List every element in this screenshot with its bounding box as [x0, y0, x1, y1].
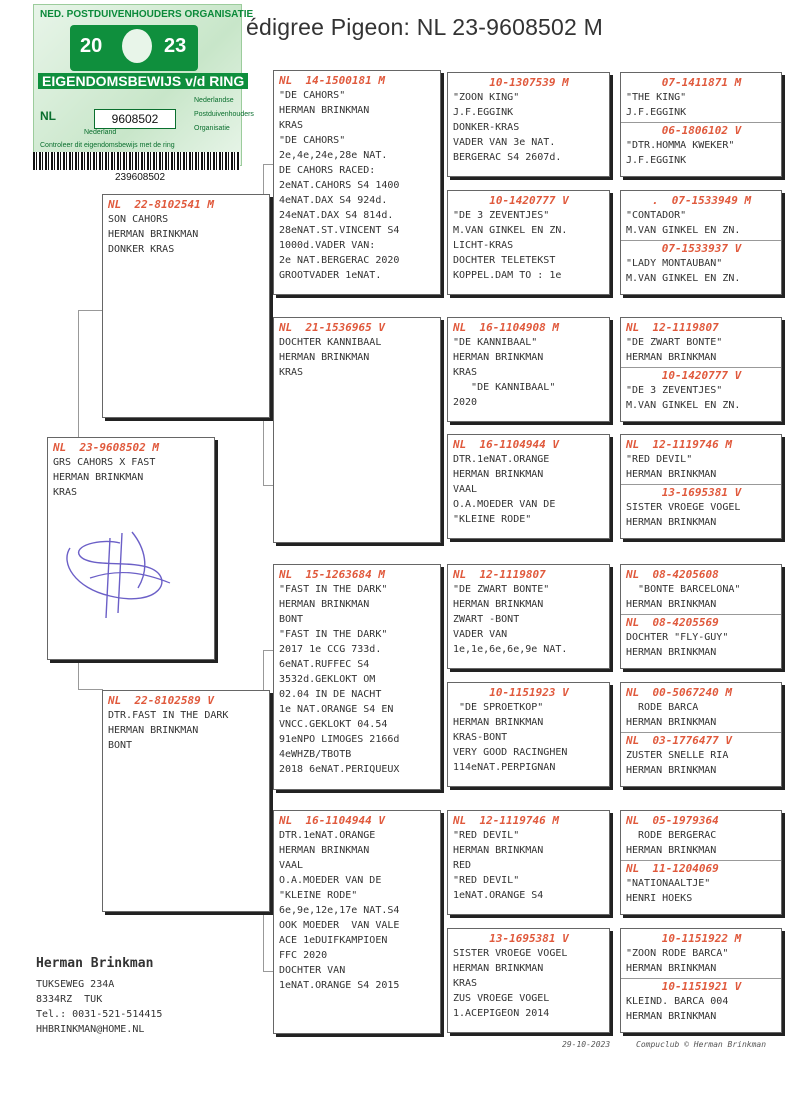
info-line: DONKER-KRAS: [453, 122, 520, 133]
info-line: 2e,4e,24e,28e NAT.: [279, 150, 388, 161]
info-line: VADER VAN: [453, 629, 508, 640]
info-line: J.F.EGGINK: [626, 107, 687, 118]
ring-number: NL 23-9608502 M: [53, 441, 159, 454]
info-line: VNCC.GEKLOKT 04.54: [279, 719, 388, 730]
info-line: VERY GOOD RACINGHEN: [453, 747, 568, 758]
info-line: ZWART -BONT: [453, 614, 520, 625]
info-line: KOPPEL.DAM TO : 1e: [453, 270, 562, 281]
pigeon-card-gen3: [447, 810, 610, 915]
info-line: VADER VAN 3e NAT.: [453, 137, 556, 148]
info-line: VAAL: [453, 484, 478, 495]
pigeon-card-gen4: [620, 72, 782, 177]
certificate-country: NL: [40, 109, 56, 123]
info-line: 2018 6eNAT.PERIQUEUX: [279, 764, 400, 775]
ring-number: NL 03-1776477 V: [626, 734, 732, 747]
card-divider: [621, 614, 781, 615]
ring-number: NL 05-1979364: [626, 814, 719, 827]
ring-number: 07-1411871 M: [661, 76, 742, 89]
info-line: 1e NAT.ORANGE S4 EN: [279, 704, 394, 715]
certificate-side-1: Nederlandse: [194, 97, 234, 104]
ring-number: 10-1151922 M: [661, 932, 742, 945]
info-line: OOK MOEDER VAN VALE: [279, 920, 400, 931]
info-line: HERMAN BRINKMAN: [626, 765, 717, 776]
ring-number: NL 14-1500181 M: [279, 74, 385, 87]
card-divider: [621, 367, 781, 368]
info-line: HERMAN BRINKMAN: [453, 717, 544, 728]
info-line: HERMAN BRINKMAN: [626, 599, 717, 610]
info-line: 1.ACEPIGEON 2014: [453, 1008, 550, 1019]
info-line: "DE CAHORS": [279, 90, 346, 101]
info-line: VAAL: [279, 860, 304, 871]
info-line: HERMAN BRINKMAN: [279, 105, 370, 116]
info-line: KRAS: [453, 978, 478, 989]
info-line: J.F.EGGINK: [453, 107, 514, 118]
info-line: RODE BARCA: [626, 702, 699, 713]
certificate-nederland: Nederland: [84, 129, 117, 136]
info-line: DOCHTER KANNIBAAL: [279, 337, 382, 348]
info-line: 2e NAT.BERGERAC 2020: [279, 255, 400, 266]
info-line: 91eNPO LIMOGES 2166d: [279, 734, 400, 745]
pigeon-card-gen4: [620, 810, 782, 915]
info-line: M.VAN GINKEL EN ZN.: [453, 225, 568, 236]
info-line: KRAS: [453, 367, 478, 378]
crest-icon: [122, 29, 152, 63]
info-line: DE CAHORS RACED:: [279, 165, 376, 176]
info-line: ZUS VROEGE VOGEL: [453, 993, 550, 1004]
info-line: HERMAN BRINKMAN: [626, 517, 717, 528]
card-divider: [621, 240, 781, 241]
ring-number: NL 11-1204069: [626, 862, 719, 875]
info-line: ACE 1eDUIFKAMPIOEN: [279, 935, 388, 946]
ring-number: NL 08-4205608: [626, 568, 719, 581]
ring-number: 13-1695381 V: [661, 486, 742, 499]
info-line: 4eWHZB/TBOTB: [279, 749, 352, 760]
info-line: 24eNAT.DAX S4 814d.: [279, 210, 394, 221]
info-line: DOCHTER VAN: [279, 965, 346, 976]
ring-number: 10-1420777 V: [489, 194, 569, 207]
ring-number: 07-1533937 V: [661, 242, 742, 255]
info-line: 1eNAT.ORANGE S4 2015: [279, 980, 400, 991]
info-line: HERMAN BRINKMAN: [626, 647, 717, 658]
info-line: O.A.MOEDER VAN DE: [453, 499, 556, 510]
pedigree-title: édigree Pigeon: NL 23-9608502 M: [246, 14, 603, 40]
info-line: DONKER KRAS: [108, 244, 175, 255]
certificate-year-left: 20: [80, 35, 103, 57]
info-line: HERMAN BRINKMAN: [626, 717, 717, 728]
ring-number: NL 16-1104944 V: [453, 438, 559, 451]
info-line: "CONTADOR": [626, 210, 687, 221]
ring-number: NL 12-1119807: [453, 568, 546, 581]
info-line: 1eNAT.ORANGE S4: [453, 890, 544, 901]
info-line: KRAS: [279, 367, 304, 378]
info-line: HERMAN BRINKMAN: [626, 352, 717, 363]
info-line: HERMAN BRINKMAN: [279, 845, 370, 856]
ring-number: NL 22-8102589 V: [108, 694, 214, 707]
signature: [50, 508, 200, 628]
info-line: HENRI HOEKS: [626, 893, 693, 904]
info-line: "ZOON RODE BARCA": [626, 948, 729, 959]
info-line: KRAS: [279, 120, 304, 131]
owner-name: Herman Brinkman: [36, 956, 154, 971]
certificate-card: [33, 4, 254, 166]
info-line: GROOTVADER 1eNAT.: [279, 270, 382, 281]
owner-block: [36, 956, 162, 1037]
ring-number: 10-1151923 V: [489, 686, 569, 699]
ring-number: NL 16-1104908 M: [453, 321, 559, 334]
info-line: SON CAHORS: [108, 214, 169, 225]
info-line: "DTR.HOMMA KWEKER": [626, 140, 735, 151]
info-line: "KLEINE RODE": [453, 514, 532, 525]
ring-number: NL 12-1119807: [626, 321, 719, 334]
info-line: "DE ZWART BONTE": [626, 337, 723, 348]
pigeon-card-gen3: [447, 682, 610, 787]
certificate-org: NED. POSTDUIVENHOUDERS ORGANISATIE: [40, 9, 254, 20]
pigeon-card-subject: [47, 437, 215, 660]
ring-number: 10-1151921 V: [661, 980, 742, 993]
info-line: BONT: [108, 740, 133, 751]
pigeon-card-mother: [102, 690, 270, 912]
info-line: M.VAN GINKEL EN ZN.: [626, 400, 741, 411]
info-line: "RED DEVIL": [453, 875, 520, 886]
card-divider: [621, 732, 781, 733]
info-line: HERMAN BRINKMAN: [108, 725, 199, 736]
info-line: HERMAN BRINKMAN: [626, 963, 717, 974]
card-divider: [621, 484, 781, 485]
pigeon-card-gen3: [447, 564, 610, 669]
info-line: SISTER VROEGE VOGEL: [453, 948, 568, 959]
pigeon-card-gen4: [620, 434, 782, 539]
info-line: M.VAN GINKEL EN ZN.: [626, 273, 741, 284]
info-line: RODE BERGERAC: [626, 830, 717, 841]
info-line: DTR.1eNAT.ORANGE: [279, 830, 376, 841]
info-line: HERMAN BRINKMAN: [279, 352, 370, 363]
pigeon-card-mf: [273, 564, 441, 790]
info-line: SISTER VROEGE VOGEL: [626, 502, 741, 513]
info-line: KRAS-BONT: [453, 732, 508, 743]
info-line: FFC 2020: [279, 950, 328, 961]
info-line: KRAS: [53, 487, 78, 498]
footer-date: 29-10-2023: [562, 1040, 611, 1049]
ring-number: NL 08-4205569: [626, 616, 719, 629]
info-line: BERGERAC S4 2607d.: [453, 152, 562, 163]
info-line: HERMAN BRINKMAN: [453, 963, 544, 974]
card-divider: [621, 860, 781, 861]
info-line: 6e,9e,12e,17e NAT.S4: [279, 905, 400, 916]
info-line: "DE ZWART BONTE": [453, 584, 550, 595]
certificate-side-3: Organisatie: [194, 125, 230, 132]
ring-number: NL 16-1104944 V: [279, 814, 385, 827]
info-line: 3532d.GEKLOKT OM: [279, 674, 376, 685]
info-line: HERMAN BRINKMAN: [453, 599, 544, 610]
pigeon-card-gen3: [447, 928, 610, 1033]
owner-address: TUKSEWEG 234A: [36, 979, 115, 990]
info-line: 4eNAT.DAX S4 924d.: [279, 195, 388, 206]
info-line: "LADY MONTAUBAN": [626, 258, 723, 269]
info-line: 1000d.VADER VAN:: [279, 240, 376, 251]
info-line: "RED DEVIL": [453, 830, 520, 841]
info-line: DOCHTER TELETEKST: [453, 255, 556, 266]
pigeon-card-gen3: [447, 72, 610, 177]
certificate-number: 9608502: [94, 109, 176, 129]
ring-number: NL 21-1536965 V: [279, 321, 385, 334]
info-line: HERMAN BRINKMAN: [626, 469, 717, 480]
info-line: "DE SPROETKOP": [453, 702, 544, 713]
pigeon-card-gen3: [447, 317, 610, 422]
pigeon-card-fm: [273, 317, 441, 543]
pigeon-card-gen4: [620, 317, 782, 422]
ring-number: NL 22-8102541 M: [108, 198, 214, 211]
info-line: "BONTE BARCELONA": [626, 584, 741, 595]
ring-number: NL 12-1119746 M: [453, 814, 559, 827]
info-line: KLEIND. BARCA 004: [626, 996, 729, 1007]
info-line: DTR.1eNAT.ORANGE: [453, 454, 550, 465]
info-line: J.F.EGGINK: [626, 155, 687, 166]
info-line: "THE KING": [626, 92, 687, 103]
card-divider: [621, 978, 781, 979]
info-line: DOCHTER "FLY-GUY": [626, 632, 729, 643]
info-line: LICHT-KRAS: [453, 240, 514, 251]
ring-number: . 07-1533949 M: [651, 194, 752, 207]
barcode-number: 239608502: [115, 172, 166, 183]
info-line: 1e,1e,6e,6e,9e NAT.: [453, 644, 568, 655]
info-line: 2020: [453, 397, 478, 408]
certificate-year-right: 23: [164, 35, 187, 57]
owner-postcode: 8334RZ TUK: [36, 994, 103, 1005]
info-line: "DE 3 ZEVENTJES": [453, 210, 550, 221]
ring-number: NL 12-1119746 M: [626, 438, 732, 451]
certificate-heading: EIGENDOMSBEWIJS v/d RING: [38, 73, 248, 89]
info-line: "DE KANNIBAAL": [453, 337, 538, 348]
info-line: 2017 1e CCG 733d.: [279, 644, 382, 655]
ring-number: NL 15-1263684 M: [279, 568, 385, 581]
info-line: HERMAN BRINKMAN: [626, 845, 717, 856]
certificate-side-2: Postduivenhouders: [194, 111, 254, 118]
info-line: GRS CAHORS X FAST: [53, 457, 156, 468]
ring-number: 10-1307539 M: [489, 76, 569, 89]
info-line: HERMAN BRINKMAN: [626, 1011, 717, 1022]
ring-number: 06-1806102 V: [661, 124, 742, 137]
footer-credit: Compuclub © Herman Brinkman: [636, 1040, 767, 1049]
info-line: 114eNAT.PERPIGNAN: [453, 762, 556, 773]
info-line: RED: [453, 860, 472, 871]
ring-number: 13-1695381 V: [489, 932, 569, 945]
pigeon-card-gen4: [620, 928, 782, 1033]
certificate-footer-text: Controleer dit eigendomsbewijs met de ring: [40, 142, 175, 149]
info-line: "ZOON KING": [453, 92, 520, 103]
pigeon-card-father: [102, 194, 270, 418]
barcode: [33, 152, 240, 170]
owner-phone: Tel.: 0031-521-514415: [36, 1009, 163, 1020]
info-line: 02.04 IN DE NACHT: [279, 689, 382, 700]
info-line: HERMAN BRINKMAN: [453, 352, 544, 363]
info-line: "FAST IN THE DARK": [279, 584, 388, 595]
pigeon-card-gen4: [620, 564, 782, 669]
info-line: BONT: [279, 614, 304, 625]
owner-email: HHBRINKMAN@HOME.NL: [36, 1024, 145, 1035]
info-line: "RED DEVIL": [626, 454, 693, 465]
info-line: "FAST IN THE DARK": [279, 629, 388, 640]
info-line: M.VAN GINKEL EN ZN.: [626, 225, 741, 236]
info-line: HERMAN BRINKMAN: [53, 472, 144, 483]
info-line: HERMAN BRINKMAN: [279, 599, 370, 610]
info-line: HERMAN BRINKMAN: [453, 469, 544, 480]
info-line: "KLEINE RODE": [279, 890, 358, 901]
info-line: DTR.FAST IN THE DARK: [108, 710, 229, 721]
pigeon-card-gen4: [620, 190, 782, 295]
info-line: "DE 3 ZEVENTJES": [626, 385, 723, 396]
pigeon-card-mm: [273, 810, 441, 1034]
ring-number: NL 00-5067240 M: [626, 686, 732, 699]
pigeon-card-ff: [273, 70, 441, 295]
info-line: ZUSTER SNELLE RIA: [626, 750, 729, 761]
pigeon-card-gen3: [447, 434, 610, 539]
ring-number: 10-1420777 V: [661, 369, 742, 382]
card-divider: [621, 122, 781, 123]
info-line: "DE CAHORS": [279, 135, 346, 146]
info-line: HERMAN BRINKMAN: [453, 845, 544, 856]
pigeon-card-gen4: [620, 682, 782, 787]
info-line: "DE KANNIBAAL": [453, 382, 556, 393]
info-line: HERMAN BRINKMAN: [108, 229, 199, 240]
info-line: 6eNAT.RUFFEC S4: [279, 659, 370, 670]
info-line: 28eNAT.ST.VINCENT S4: [279, 225, 400, 236]
info-line: O.A.MOEDER VAN DE: [279, 875, 382, 886]
pigeon-card-gen3: [447, 190, 610, 295]
info-line: "NATIONAALTJE": [626, 878, 711, 889]
info-line: 2eNAT.CAHORS S4 1400: [279, 180, 400, 191]
